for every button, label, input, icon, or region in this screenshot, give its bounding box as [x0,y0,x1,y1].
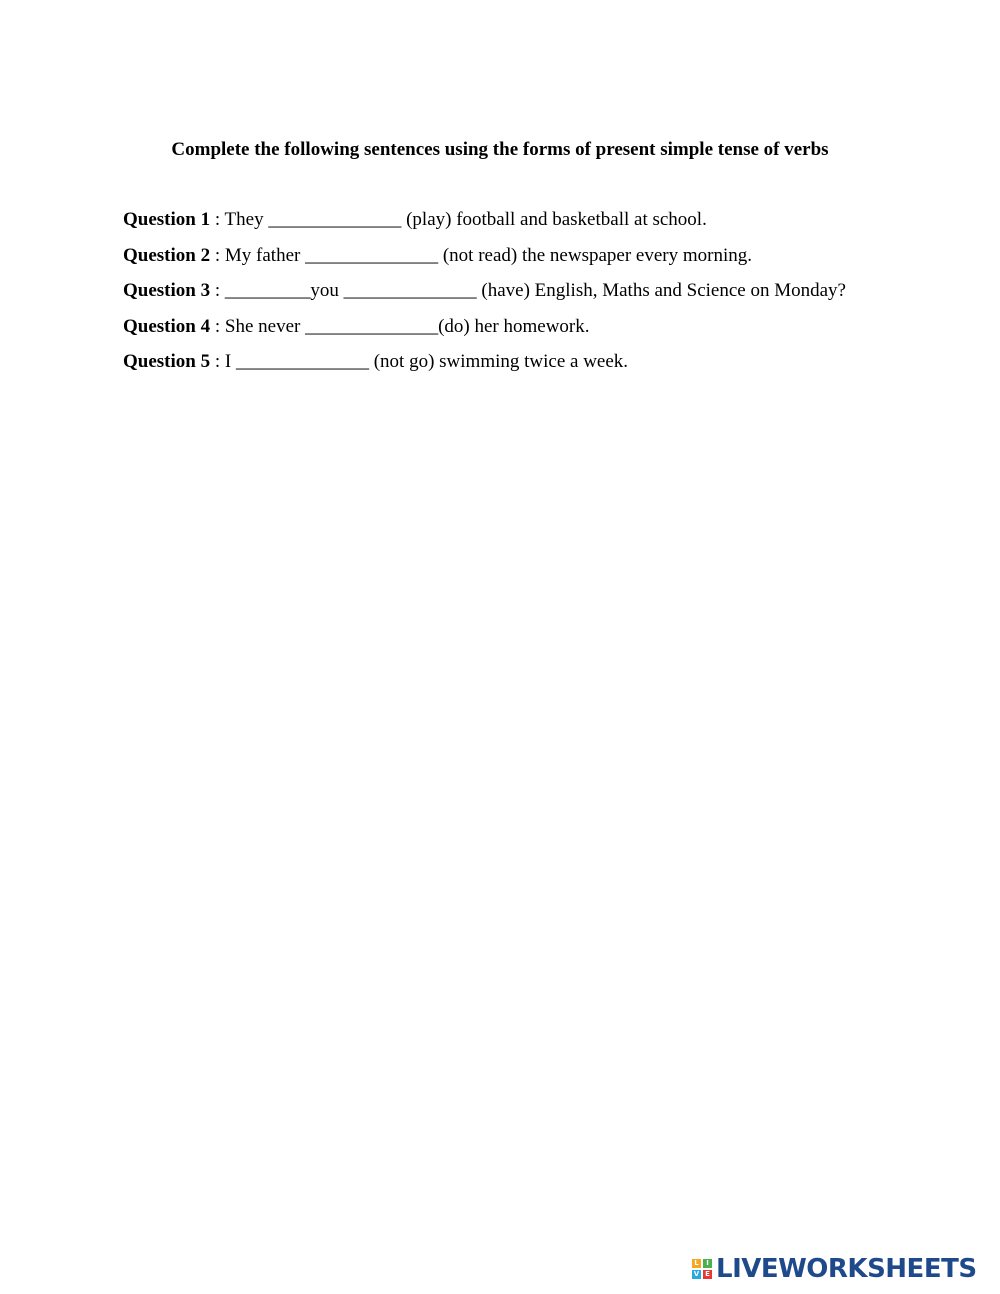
logo-mark-tile: I [703,1259,712,1268]
question-text: : I ______________ (not go) swimming twice a week. [210,351,629,373]
question-label: Question 3 [123,280,211,302]
logo-text: LIVEWORKSHEETS [716,1254,977,1284]
question-item [123,244,846,268]
question-item [123,315,846,339]
logo-mark-tile: L [692,1259,701,1268]
question-label: Question 1 [123,209,211,230]
question-label: Question 2 [123,244,211,266]
question-text: : My father ______________ (not read) the newspaper every morning. [210,244,752,266]
question-list [123,208,846,386]
liveworksheets-logo [692,1253,977,1285]
question-label: Question 5 [123,351,211,373]
logo-mark-tile: E [703,1270,712,1279]
question-text: : They ______________ (play) football and basketball at school. [210,209,707,230]
worksheet-title: Complete the following sentences using the forms of present simple tense of verbs [171,139,829,160]
question-text: : _________you ______________ (have) English, Maths and Science on Monday? [210,280,846,302]
logo-mark-tile: V [693,1270,700,1278]
logo-mark-icon [692,1259,712,1279]
question-item [123,208,846,232]
question-text: : She never ______________(do) her homework. [210,315,590,337]
question-item [123,279,846,303]
question-item [123,350,846,374]
question-label: Question 4 [123,315,211,337]
